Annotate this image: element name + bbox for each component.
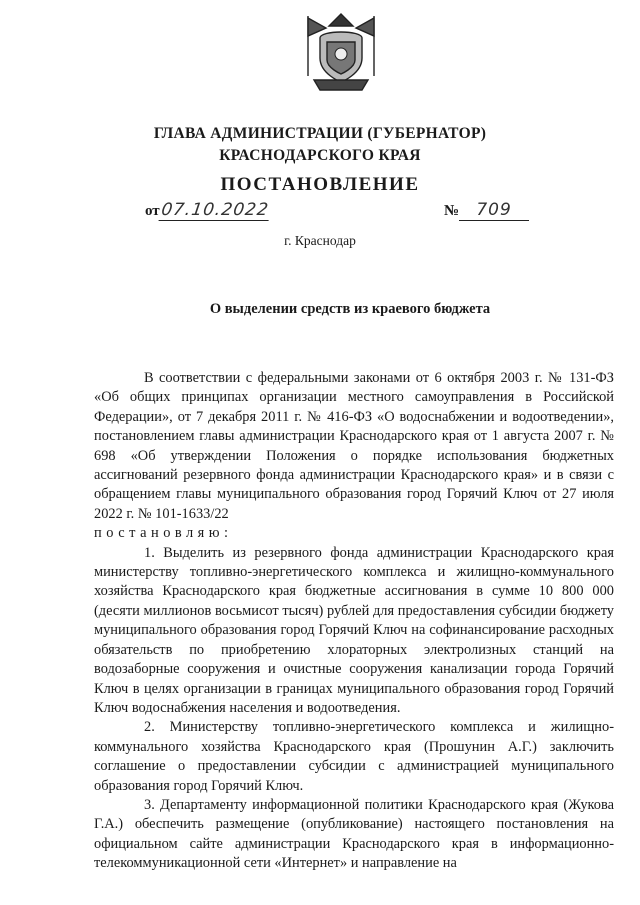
decree-paragraph xyxy=(94,524,614,543)
city-line: г. Краснодар xyxy=(284,233,356,248)
document-type: ПОСТАНОВЛЕНИЕ xyxy=(220,174,420,195)
number-field xyxy=(444,200,529,221)
number-value: 709 xyxy=(459,200,529,221)
number-prefix: № xyxy=(444,203,460,219)
coat-of-arms-emblem xyxy=(296,8,386,94)
document-subject: О выделении средств из краевого бюджета xyxy=(209,301,491,317)
decree-word: постановляю: xyxy=(94,525,233,542)
preamble-paragraph: В соответствии с федеральными законами от 6 октября 2003 г. № 131-ФЗ «Об общих принципах организации местного самоуправления в Российской Федерации», от 7 декабря 2011 г. № 416-ФЗ «О водоснабжении и водоотведении», постановлением главы администрации Краснодарского края от 1 августа 2007 г. № 698 «Об утверждении Положения о порядке использования бюджетных ассигнований резервного фонда администрации Краснодарского края» и в связи с обращением главы муниципального образования город Горячий Ключ от 27 июля 2022 г. № 101-1633/22 xyxy=(94,370,614,522)
issuing-authority xyxy=(0,123,640,167)
item-1-paragraph: 1. Выделить из резервного фонда администрации Краснодарского края министерству топливно-энергетического комплекса и жилищно-коммунального хозяйства Краснодарского края бюджетные ассигнования в сумме 10 800 000 (десяти миллионов восьмисот тысяч) рублей для предоставления субсидии бюджету муниципального образования город Горячий Ключ на софинансирование расходных обязательств по приобретению хлораторных электролизных станций на водозаборные сооружения и очистные сооружения канализации города Горячий Ключ в целях организации в границах муниципального образования город Горячий Ключ водоснабжения населения и водоотведения. xyxy=(94,544,614,716)
document-body xyxy=(94,369,614,874)
date-field xyxy=(145,200,270,221)
item-2-paragraph: 2. Министерству топливно-энергетического комплекса и жилищно-коммунального хозяйства Краснодарского края (Прошунин А.Г.) заключить соглашение о предоставлении субсидии с администрацией муниципального образования город Горячий Ключ. xyxy=(94,719,614,794)
item-3-paragraph: 3. Департаменту информационной политики Краснодарского края (Жукова Г.А.) обеспечить размещение (опубликование) настоящего постановления на официальном сайте администрации Краснодарского края в информационно-телекоммуникационной сети «Интернет» и направление на xyxy=(94,796,614,872)
authority-line-1: ГЛАВА АДМИНИСТРАЦИИ (ГУБЕРНАТОР) xyxy=(153,125,487,142)
authority-line-2: КРАСНОДАРСКОГО КРАЯ xyxy=(219,147,421,164)
date-prefix: от xyxy=(145,203,160,219)
date-value: 07.10.2022 xyxy=(159,200,270,220)
